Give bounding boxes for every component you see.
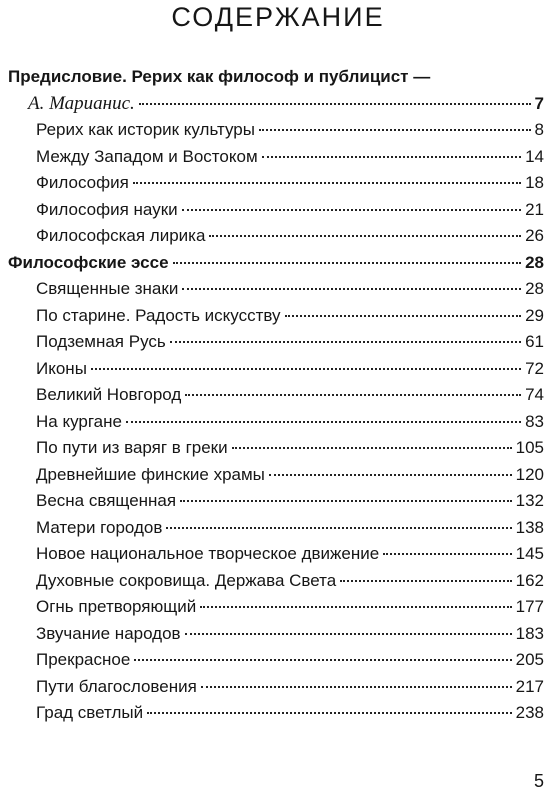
toc-section-preface[interactable] [8,64,544,91]
page-ref: 120 [515,464,544,484]
dot-leader [133,182,521,184]
dot-leader [185,633,512,635]
table-of-contents [8,64,544,727]
dot-leader [166,527,511,529]
dot-leader [173,262,522,264]
page-ref: 238 [515,703,544,722]
page-ref: 162 [515,570,544,590]
entry-title: Весна священная [36,491,177,510]
dot-leader [126,421,521,423]
toc-entry[interactable] [8,594,544,621]
toc-entry[interactable] [8,515,544,542]
entry-title: Философия [36,173,129,192]
dot-leader [139,103,531,105]
dot-leader [91,368,521,370]
toc-section-essays[interactable] [8,250,544,277]
dot-leader [209,235,521,237]
page-ref: 138 [515,517,544,537]
entry-title: Великий Новгород [36,385,182,404]
toc-entry[interactable] [8,541,544,568]
entry-title: Рерих как историк культуры [36,120,255,139]
page-ref: 145 [515,544,544,563]
entry-title: Огнь претворяющий [36,597,197,616]
page-ref: 26 [525,226,544,245]
page-title: СОДЕРЖАНИЕ [171,2,385,32]
toc-entry[interactable] [8,700,544,727]
dot-leader [182,209,521,211]
dot-leader [147,712,512,714]
toc-entry[interactable] [8,117,544,144]
toc-entry[interactable] [8,276,544,303]
page-ref: 8 [534,120,544,139]
entry-title: Философская лирика [36,226,206,245]
dot-leader [262,156,521,158]
page-ref: 29 [525,305,544,325]
page-ref: 83 [525,411,544,431]
dot-leader [232,447,512,449]
toc-entry[interactable] [8,435,544,462]
dot-leader [285,315,522,317]
dot-leader [340,580,511,582]
dot-leader [182,288,521,290]
entry-title: Пути благословения [36,676,197,696]
entry-title: Священные знаки [36,279,179,298]
dot-leader [200,606,511,608]
entry-title: Древнейшие финские храмы [36,464,265,484]
toc-entry[interactable] [8,488,544,515]
entry-title: По старине. Радость искусству [36,305,281,325]
entry-title: Прекрасное [36,650,131,669]
toc-entry[interactable] [8,674,544,701]
dot-leader [269,474,512,476]
entry-title: Философия науки [36,199,178,219]
entry-title: Новое национальное творческое движение [36,544,380,563]
page-ref: 28 [525,279,544,298]
dot-leader [383,553,511,555]
toc-entry[interactable] [8,144,544,171]
toc-entry[interactable] [8,462,544,489]
dot-leader [180,500,512,502]
toc-entry[interactable] [8,197,544,224]
page-ref: 74 [525,385,544,404]
page-ref: 72 [525,358,544,378]
page-ref: 28 [525,252,544,272]
toc-entry[interactable] [8,647,544,674]
toc-entry[interactable] [8,382,544,409]
dot-leader [201,686,512,688]
page-ref: 217 [515,676,544,696]
toc-entry[interactable] [8,568,544,595]
toc-entry[interactable] [8,223,544,250]
entry-title: По пути из варяг в греки [36,438,228,457]
entry-title: Духовные сокровища. Держава Света [36,570,337,590]
page-ref: 177 [515,597,544,616]
page-ref: 105 [515,438,544,457]
page-ref: 21 [525,199,544,219]
section-heading: Предисловие. Рерих как философ и публицист — [8,67,431,86]
entry-title: Матери городов [36,517,163,537]
entry-title: Град светлый [36,703,144,722]
page-number: 5 [533,771,544,791]
toc-preface-author[interactable] [8,91,544,118]
page-ref: 7 [534,93,544,113]
dot-leader [259,129,531,131]
toc-entry[interactable] [8,303,544,330]
section-heading: Философские эссе [8,252,169,272]
page-ref: 183 [515,623,544,643]
page-ref: 132 [515,491,544,510]
toc-entry[interactable] [8,356,544,383]
entry-title: Подземная Русь [36,332,166,351]
toc-entry[interactable] [8,621,544,648]
page-ref: 61 [525,332,544,351]
toc-entry[interactable] [8,170,544,197]
dot-leader [185,394,521,396]
dot-leader [134,659,511,661]
page-ref: 14 [525,146,544,166]
dot-leader [170,341,521,343]
entry-title: На кургане [36,411,122,431]
toc-entry[interactable] [8,409,544,436]
page-ref: 205 [515,650,544,669]
entry-title: Звучание народов [36,623,181,643]
entry-title: Иконы [36,358,87,378]
entry-title: Между Западом и Востоком [36,146,258,166]
page-ref: 18 [525,173,544,192]
toc-entry[interactable] [8,329,544,356]
author-name: А. Марианис. [28,92,135,114]
